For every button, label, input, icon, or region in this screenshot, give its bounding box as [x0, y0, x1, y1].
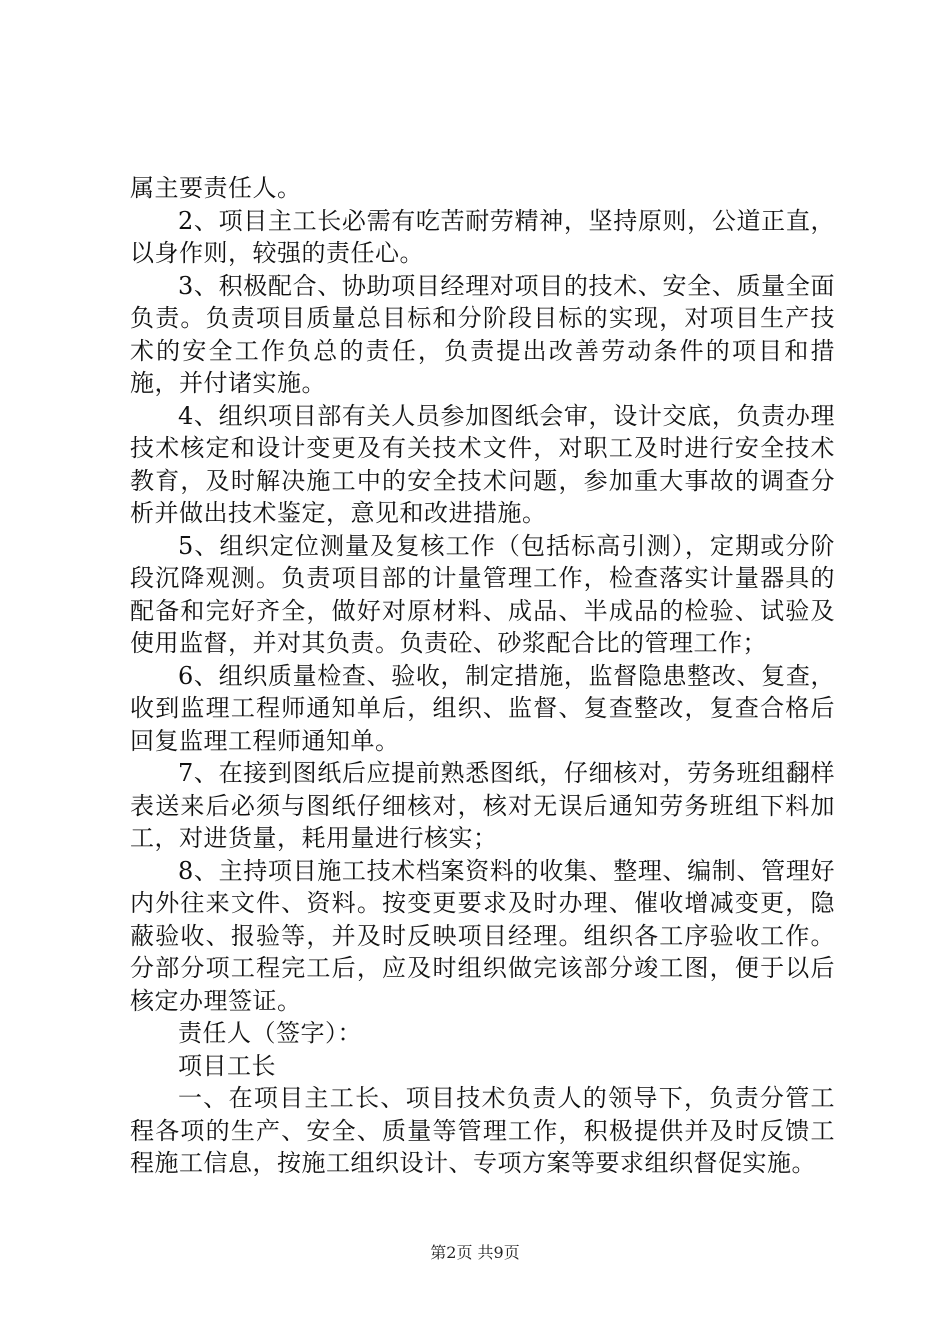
paragraph-7: 8、主持项目施工技术档案资料的收集、整理、编制、管理好内外往来文件、资料。按变更要求及时办理、催收增减变更，隐蔽验收、报验等，并及时反映项目经理。组织各工序验收工作。分部分项工程完工后，应及时组织做完该部分竣工图，便于以后核定办理签证。 — [130, 856, 835, 1015]
signature-line: 责任人（签字）： — [178, 1019, 362, 1047]
paragraph-3: 4、组织项目部有关人员参加图纸会审，设计交底，负责办理技术核定和设计变更及有关技术文件，对职工及时进行安全技术教育，及时解决施工中的安全技术问题，参加重大事故的调查分析并做出技术鉴定，意见和改进措施。 — [130, 401, 835, 527]
paragraph-4: 5、组织定位测量及复核工作（包括标高引测），定期或分阶段沉降观测。负责项目部的计量管理工作，检查落实计量器具的配备和完好齐全，做好对原材料、成品、半成品的检验、试验及使用监督，并对其负责。负责砼、砂浆配合比的管理工作； — [130, 531, 835, 657]
paragraph-6: 7、在接到图纸后应提前熟悉图纸，仔细核对，劳务班组翻样表送来后必须与图纸仔细核对，核对无误后通知劳务班组下料加工，对进货量，耗用量进行核实； — [130, 759, 835, 852]
paragraph-5: 6、组织质量检查、验收，制定措施，监督隐患整改、复查，收到监理工程师通知单后，组织、监督、复查整改，复查合格后回复监理工程师通知单。 — [130, 661, 835, 755]
paragraph-1: 2、项目主工长必需有吃苦耐劳精神，坚持原则，公道正直，以身作则，较强的责任心。 — [130, 206, 835, 267]
document-body — [130, 172, 835, 1180]
paragraph-10: 一、在项目主工长、项目技术负责人的领导下，负责分管工程各项的生产、安全、质量等管理工作，积极提供并及时反馈工程施工信息，按施工组织设计、专项方案等要求组织督促实施。 — [130, 1084, 835, 1177]
paragraph-2: 3、积极配合、协助项目经理对项目的技术、安全、质量全面负责。负责项目质量总目标和分阶段目标的实现，对项目生产技术的安全工作负总的责任，负责提出改善劳动条件的项目和措施，并付诸实施。 — [130, 271, 835, 397]
paragraph-0: 属主要责任人。 — [130, 174, 302, 202]
section-heading: 项目工长 — [178, 1051, 276, 1080]
page-footer: 第2页 共9页 — [430, 1243, 520, 1262]
